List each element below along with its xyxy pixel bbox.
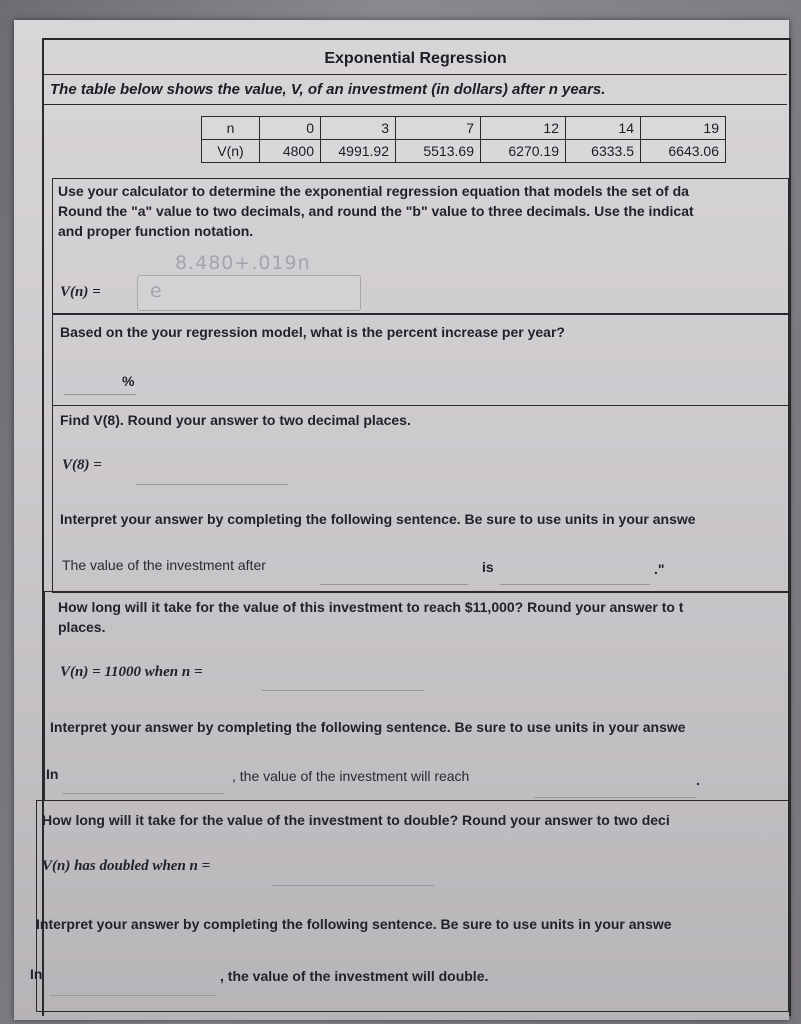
sentence-mid: , the value of the investment will double. (220, 968, 489, 984)
double-question: How long will it take for the value of the investment to double? Round your answer to two deci (42, 812, 670, 828)
years-answer-field[interactable] (320, 583, 468, 585)
instruction-line: Round the "a" value to two decimals, and round the "b" value to three decimals. Use the indicat (58, 203, 694, 219)
data-table (201, 116, 726, 163)
row-label-v: V(n) (202, 140, 260, 163)
sentence-mid: is (482, 559, 494, 575)
table-cell: 19 (641, 117, 726, 140)
interpret-instruction: Interpret your answer by completing the following sentence. Be sure to use units in your answe (36, 916, 672, 932)
percent-unit: % (122, 373, 135, 389)
sentence-end: ." (654, 561, 665, 577)
table-cell: 4991.92 (321, 140, 396, 163)
sentence-start: In (30, 966, 43, 982)
sentence-start: The value of the investment after (62, 557, 266, 573)
instruction-line: Use your calculator to determine the exponential regression equation that models the set of da (58, 183, 689, 199)
sentence-end: . (696, 772, 700, 788)
table-cell: 4800 (260, 140, 321, 163)
table-cell: 5513.69 (396, 140, 481, 163)
percent-answer-field[interactable] (64, 393, 136, 395)
double-years-field[interactable] (50, 994, 216, 996)
table-cell: 6333.5 (566, 140, 641, 163)
sentence-mid: , the value of the investment will reach (232, 768, 470, 784)
interpret-instruction: Interpret your answer by completing the following sentence. Be sure to use units in your answe (50, 719, 686, 735)
double-answer-field[interactable] (272, 884, 434, 886)
reach-years-field[interactable] (62, 792, 224, 794)
regression-answer-field[interactable] (137, 275, 361, 311)
table-row-n (202, 117, 726, 140)
table-cell: 7 (396, 117, 481, 140)
reach-answer-field[interactable] (262, 689, 424, 691)
table-cell: 12 (481, 117, 566, 140)
instruction-line: and proper function notation. (58, 223, 254, 239)
table-cell: 14 (566, 117, 641, 140)
table-cell: 3 (321, 117, 396, 140)
v8-question: Find V(8). Round your answer to two decimal places. (60, 412, 411, 428)
handwritten-note: 8.480+.019n (175, 252, 311, 274)
reach-question: places. (58, 619, 106, 635)
row-label-n: n (202, 117, 260, 140)
v8-label: V(8) = (62, 457, 102, 473)
reach-question: How long will it take for the value of this investment to reach $11,000? Round your answer to t (58, 599, 684, 615)
table-row-v (202, 140, 726, 163)
reach-label: V(n) = 11000 when n = (60, 664, 203, 680)
table-cell: 6643.06 (641, 140, 726, 163)
reach-value-field[interactable] (534, 796, 696, 798)
intro-text: The table below shows the value, V, of an investment (in dollars) after n years. (44, 75, 787, 105)
table-cell: 0 (260, 117, 321, 140)
table-cell: 6270.19 (481, 140, 566, 163)
interpret-instruction: Interpret your answer by completing the following sentence. Be sure to use units in your answe (60, 511, 696, 527)
handwritten-answer: e (150, 280, 163, 302)
v8-answer-field[interactable] (136, 483, 288, 485)
regression-label: V(n) = (60, 284, 101, 300)
double-label: V(n) has doubled when n = (42, 858, 211, 874)
page-title: Exponential Regression (44, 44, 787, 75)
sentence-start: In (46, 766, 59, 782)
value-answer-field[interactable] (500, 583, 650, 585)
percent-question: Based on the your regression model, what is the percent increase per year? (60, 324, 565, 340)
